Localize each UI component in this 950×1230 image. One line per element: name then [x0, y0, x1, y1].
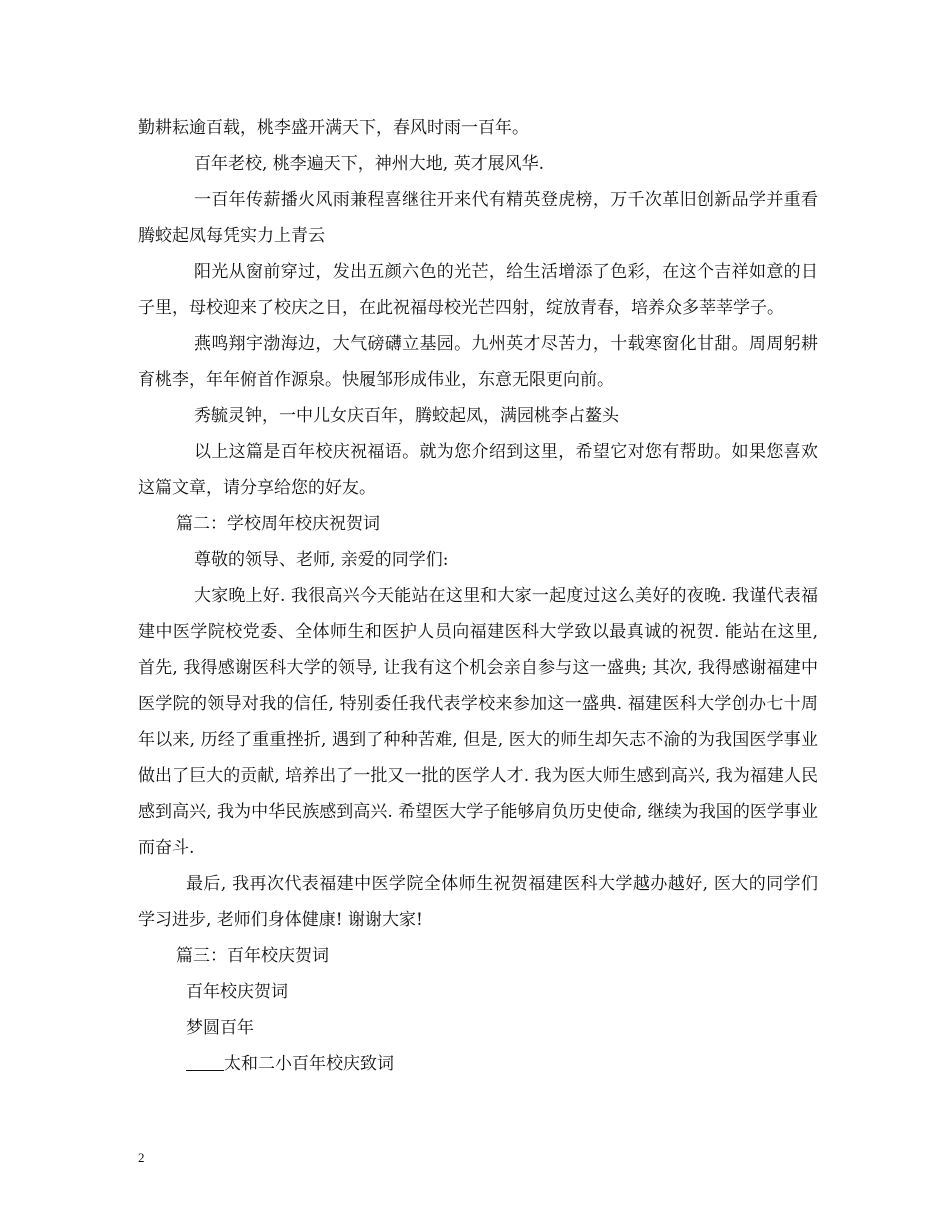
paragraph: 大家晚上好. 我很高兴今天能站在这里和大家一起度过这么美好的夜晚. 我谨代表福建中医学院校党委、全体师生和医护人员向福建医科大学致以最真诚的祝贺. 能站在这里, 首先, 我得感谢医科大学的领导, 让我有这个机会亲自参与这一盛典; 其次, 我得感谢福建中医学院的领导对我的信任, 特别委任我代表学校来参加这一盛典. 福建医科大学创办七十周年以来, 历经了重重挫折, 遇到了种种苦难, 但是, 医大的师生却矢志不渝的为我国医学事业做出了巨大的贡献, 培养出了一批又一批的医学人才. 我为医大师生感到高兴, 我为福建人民感到高兴, 我为中华民族感到高兴. 希望医大学子能够肩负历史使命, 继续为我国的医学事业而奋斗. — [138, 586, 818, 858]
paragraph: 勤耕耘逾百载，桃李盛开满天下，春风时雨一百年。 — [138, 118, 529, 138]
paragraph — [138, 1046, 818, 1082]
paragraph: 以上这篇是百年校庆祝福语。就为您介绍到这里，希望它对您有帮助。如果您喜欢这篇文章，请分享给您的好友。 — [138, 442, 818, 498]
paragraph: 一百年传薪播火风雨兼程喜继往开来代有精英登虎榜，万千次革旧创新品学并重看腾蛟起凤每凭实力上青云 — [138, 190, 818, 246]
paragraph: 梦圆百年 — [186, 1018, 254, 1038]
paragraph: 尊敬的领导、老师, 亲爱的同学们: — [194, 550, 449, 570]
paragraph: 百年老校, 桃李遍天下，神州大地, 英才展风华. — [194, 154, 545, 174]
page-number: 2 — [138, 1150, 145, 1165]
paragraph: 最后, 我再次代表福建中医学院全体师生祝贺福建医科大学越办越好, 医大的同学们学习进步, 老师们身体健康! 谢谢大家! — [138, 874, 818, 930]
section-heading: 篇三：百年校庆贺词 — [176, 946, 329, 966]
section-heading: 篇二：学校周年校庆祝贺词 — [176, 514, 380, 534]
paragraph: 百年校庆贺词 — [186, 982, 288, 1002]
document-body — [138, 110, 818, 1082]
paragraph: 阳光从窗前穿过，发出五颜六色的光芒，给生活增添了色彩，在这个吉祥如意的日子里，母校迎来了校庆之日，在此祝福母校光芒四射，绽放青春，培养众多莘莘学子。 — [138, 262, 818, 318]
paragraph-text: 太和二小百年校庆致词 — [224, 1054, 394, 1074]
underline-blank — [186, 1053, 224, 1071]
paragraph: 燕鸣翔宇渤海边，大气磅礴立基园。九州英才尽苦力，十载寒窗化甘甜。周周躬耕育桃李，年年俯首作源泉。快履邹形成伟业，东意无限更向前。 — [138, 334, 818, 390]
paragraph: 秀毓灵钟，一中儿女庆百年，腾蛟起凤，满园桃李占鳌头 — [194, 406, 619, 426]
